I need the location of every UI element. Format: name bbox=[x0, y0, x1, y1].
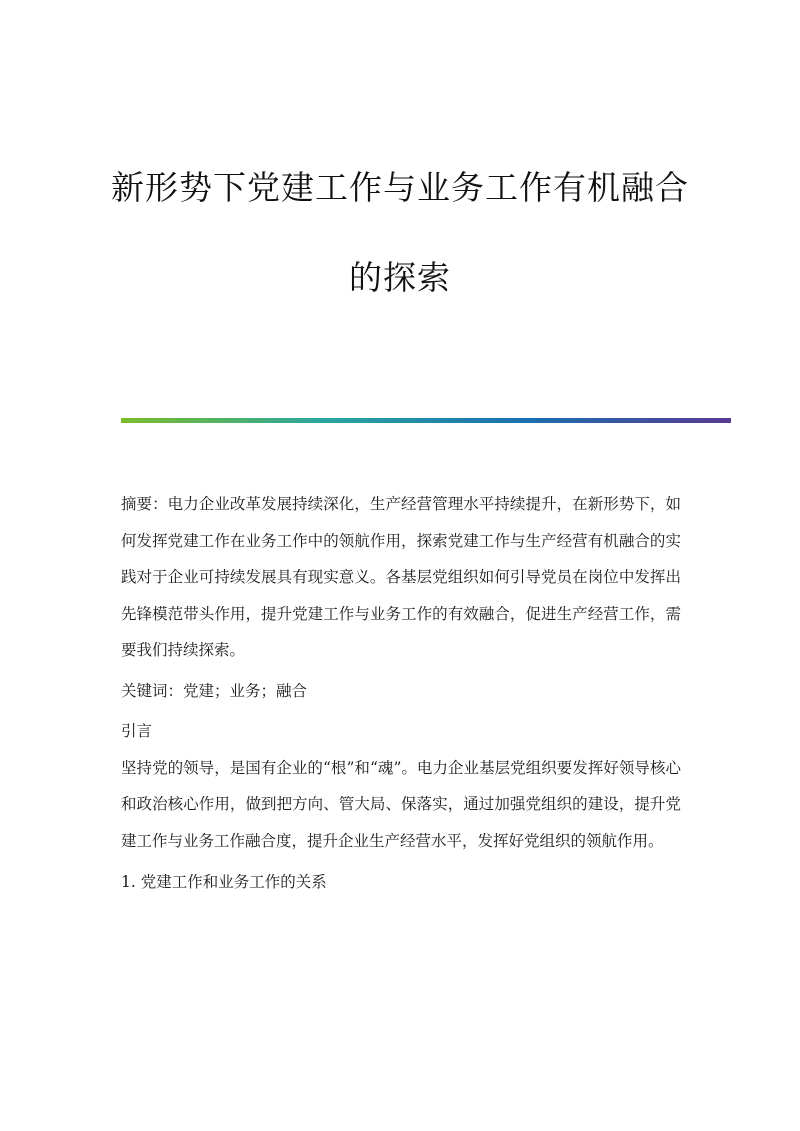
intro-heading: 引言 bbox=[121, 722, 153, 740]
document-body bbox=[121, 486, 681, 901]
abstract-paragraph: 摘要：电力企业改革发展持续深化，生产经营管理水平持续提升，在新形势下，如何发挥党建工作在业务工作中的领航作用，探索党建工作与生产经营有机融合的实践对于企业可持续发展具有现实意义。各基层党组织如何引导党员在岗位中发挥出先锋模范带头作用，提升党建工作与业务工作的有效融合，促进生产经营工作，需要我们持续探索。 bbox=[121, 495, 681, 659]
title-divider bbox=[121, 418, 731, 423]
intro-paragraph: 坚持党的领导，是国有企业的“根”和“魂”。电力企业基层党组织要发挥好领导核心和政治核心作用，做到把方向、管大局、保落实，通过加强党组织的建设，提升党建工作与业务工作融合度，提升企业生产经营水平，发挥好党组织的领航作用。 bbox=[121, 758, 681, 850]
title-line-2: 的探索 bbox=[349, 258, 451, 297]
title-line-1: 新形势下党建工作与业务工作有机融合 bbox=[111, 168, 689, 207]
section-1-heading: 1. 党建工作和业务工作的关系 bbox=[121, 873, 327, 891]
document-title bbox=[0, 150, 800, 300]
keywords-line: 关键词：党建；业务；融合 bbox=[121, 681, 308, 700]
